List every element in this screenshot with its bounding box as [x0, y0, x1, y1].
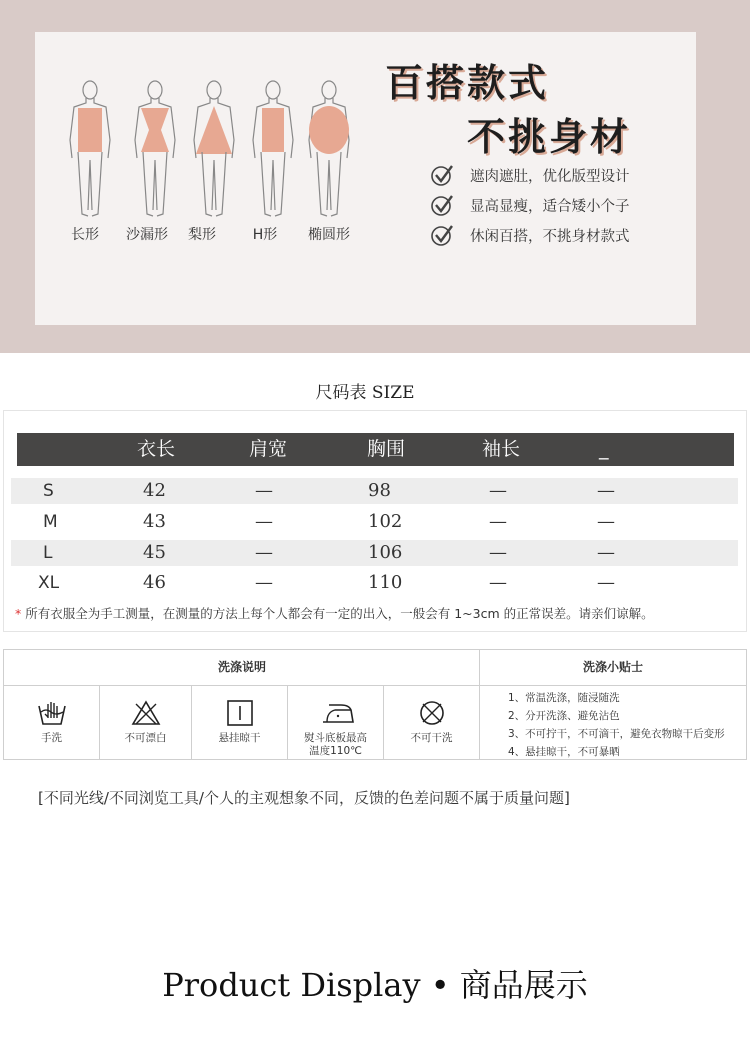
- size-label: S: [43, 481, 54, 501]
- header-sleeve: 袖长: [482, 438, 521, 460]
- body-shape-label: 椭圆形: [308, 227, 350, 243]
- iron-icon: [321, 700, 355, 726]
- wash-item: [192, 686, 287, 760]
- table-cell: —: [597, 480, 615, 501]
- feature-text: 显高显瘦，适合矮小个子: [470, 198, 630, 215]
- feature-item: [430, 222, 630, 248]
- table-row: [11, 478, 738, 504]
- headline-secondary: 不挑身材: [467, 115, 632, 159]
- wash-tips-title: 洗涤小贴士: [582, 660, 643, 674]
- body-shape-figure: [58, 80, 122, 220]
- body-silhouette-icon: [123, 80, 187, 220]
- wash-tip: 2、分开洗涤、避免沾色: [508, 710, 620, 722]
- wash-tip: 1、常温洗涤，随浸随洗: [508, 692, 620, 704]
- size-label: L: [43, 543, 53, 563]
- wash-item: [288, 686, 383, 760]
- wash-title: 洗涤说明: [217, 660, 266, 674]
- no-bleach-icon: [131, 700, 161, 726]
- table-cell: —: [255, 542, 273, 563]
- note-text: 所有衣服全为手工测量，在测量的方法上每个人都会有一定的出入，一般会有 1~3cm 的正常误差。请亲们谅解。: [25, 606, 654, 621]
- wash-item-label: 手洗: [41, 732, 62, 744]
- body-shape-label: 梨形: [188, 227, 216, 243]
- wash-item: [384, 686, 479, 760]
- table-cell: —: [489, 572, 507, 593]
- body-shape-figure: [241, 80, 305, 220]
- header-shoulder: 肩宽: [249, 438, 288, 460]
- divider: [479, 650, 480, 759]
- feature-item: [430, 162, 630, 188]
- header-chest: 胸围: [367, 438, 406, 460]
- table-cell: 46: [143, 572, 166, 593]
- body-silhouette-icon: [241, 80, 305, 220]
- table-row: [11, 509, 738, 535]
- table-cell: 98: [368, 480, 391, 501]
- size-label: M: [43, 512, 58, 532]
- check-icon: [430, 163, 454, 187]
- body-silhouette-icon: [297, 80, 361, 220]
- table-cell: 106: [368, 542, 403, 563]
- color-disclaimer: [不同光线/不同浏览工具/个人的主观想象不同，反馈的色差问题不属于质量问题]: [38, 789, 570, 807]
- body-shape-label: 长形: [71, 227, 99, 243]
- check-icon: [430, 223, 454, 247]
- product-display-heading: Product Display • 商品展示: [162, 966, 588, 1004]
- size-label: XL: [38, 573, 60, 593]
- table-cell: —: [597, 572, 615, 593]
- feature-item: [430, 192, 630, 218]
- table-cell: —: [489, 480, 507, 501]
- check-icon: [430, 193, 454, 217]
- wash-item: [100, 686, 191, 760]
- table-cell: 102: [368, 511, 403, 532]
- table-cell: —: [255, 511, 273, 532]
- table-cell: —: [597, 511, 615, 532]
- table-cell: 110: [368, 572, 403, 593]
- table-row: [11, 540, 738, 566]
- table-cell: 43: [143, 511, 166, 532]
- table-row: [11, 570, 738, 596]
- no-dry-clean-icon: [417, 700, 447, 726]
- banner: [0, 0, 750, 353]
- body-shape-label: H形: [252, 227, 278, 243]
- wash-item-label: 不可干洗: [410, 732, 453, 744]
- body-shape-figure: [182, 80, 246, 220]
- wash-item-label: 悬挂晾干: [218, 732, 261, 744]
- body-shape-label: 沙漏形: [126, 227, 168, 243]
- table-cell: —: [255, 572, 273, 593]
- size-table-title: 尺码表 SIZE: [315, 383, 415, 403]
- wash-tip: 3、不可拧干，不可滴干，避免衣物晾干后变形: [508, 728, 725, 740]
- table-cell: —: [597, 542, 615, 563]
- measurement-note: [15, 604, 654, 622]
- banner-panel: [35, 32, 696, 325]
- wash-item-label: 熨斗底板最高 温度110℃: [304, 732, 367, 757]
- size-table-header: [17, 433, 734, 466]
- wash-item: [4, 686, 99, 760]
- table-cell: —: [255, 480, 273, 501]
- body-silhouette-icon: [58, 80, 122, 220]
- hand-wash-icon: [37, 700, 67, 726]
- note-star: *: [15, 606, 22, 621]
- body-silhouette-icon: [182, 80, 246, 220]
- body-shape-figure: [297, 80, 361, 220]
- table-cell: —: [489, 542, 507, 563]
- feature-text: 休闲百搭，不挑身材款式: [470, 228, 630, 245]
- wash-tips: [508, 689, 725, 761]
- table-cell: —: [489, 511, 507, 532]
- table-cell: 45: [143, 542, 166, 563]
- hang-dry-icon: [225, 700, 255, 726]
- wash-tip: 4、悬挂晾干，不可暴晒: [508, 746, 620, 758]
- table-cell: 42: [143, 480, 166, 501]
- wash-item-label: 不可漂白: [124, 732, 167, 744]
- headline-primary: 百搭款式: [385, 61, 550, 105]
- feature-text: 遮肉遮肚，优化版型设计: [470, 168, 630, 185]
- body-shape-figure: [123, 80, 187, 220]
- header-length: 衣长: [137, 438, 176, 460]
- header-extra: _: [599, 438, 609, 460]
